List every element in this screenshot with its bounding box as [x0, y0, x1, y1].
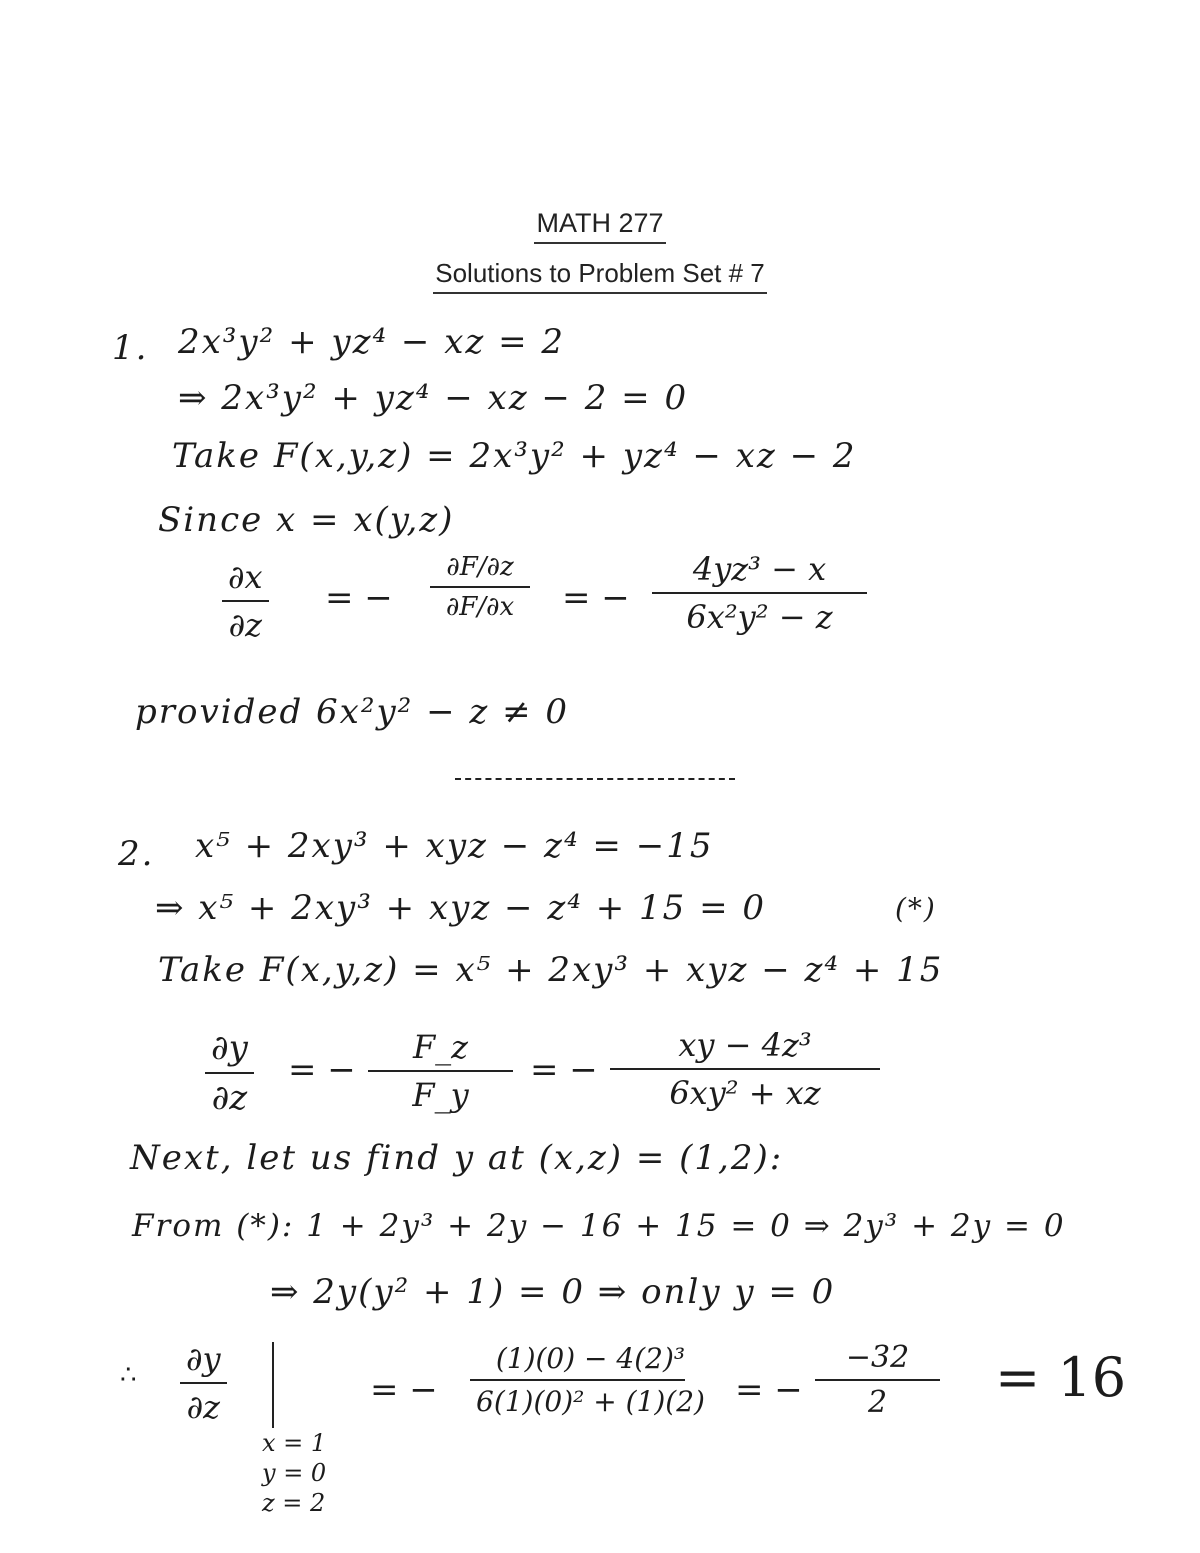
problem2-equals-2: = −	[530, 1050, 598, 1090]
problem2-final-mid-fraction	[470, 1342, 711, 1418]
problem2-rhs-fraction	[610, 1026, 880, 1112]
problem1-equals-1: = −	[325, 578, 393, 618]
problem2-final-rhs-denominator: 2	[867, 1385, 888, 1420]
problem1-mid-fraction	[430, 552, 530, 622]
problem1-lhs-numerator: ∂x	[228, 558, 263, 596]
document-title	[0, 258, 1200, 294]
section-divider	[455, 778, 735, 780]
problem2-lhs-numerator: ∂y	[211, 1028, 248, 1068]
course-title	[0, 208, 1200, 244]
problem2-rhs-denominator: 6xy² + xz	[669, 1074, 821, 1112]
course-title-text: MATH 277	[534, 208, 665, 244]
problem1-rhs-fraction	[652, 550, 867, 636]
problem2-lhs-denominator: ∂z	[211, 1078, 248, 1118]
problem2-equation-tag: (*)	[895, 892, 937, 925]
problem2-mid-denominator: F_y	[412, 1076, 469, 1114]
problem2-final-rhs-fraction	[815, 1340, 940, 1420]
problem1-since: Since x = x(y,z)	[158, 500, 455, 540]
problem2-final-lhs-numerator: ∂y	[186, 1340, 221, 1378]
problem2-factorization: ⇒ 2y(y² + 1) = 0 ⇒ only y = 0	[270, 1272, 836, 1312]
problem2-define-f: Take F(x,y,z) = x⁵ + 2xy³ + xyz − z⁴ + 15	[158, 950, 944, 990]
problem2-mid-numerator: F_z	[412, 1028, 469, 1066]
problem1-rhs-denominator: 6x²y² − z	[686, 598, 833, 636]
evaluation-point	[262, 1428, 326, 1518]
problem2-final-equals-2: = −	[735, 1370, 803, 1410]
problem2-next-step: Next, let us find y at (x,z) = (1,2):	[130, 1138, 784, 1178]
problem1-equals-2: = −	[562, 578, 630, 618]
problem1-number: 1.	[112, 328, 149, 368]
problem2-equals-1: = −	[288, 1050, 356, 1090]
problem2-result: = 16	[995, 1346, 1127, 1409]
problem2-final-rhs-numerator: −32	[845, 1340, 910, 1375]
problem1-lhs-fraction	[222, 558, 269, 644]
problem2-mid-fraction	[368, 1028, 513, 1114]
problem2-number: 2.	[118, 834, 155, 874]
problem2-lhs-fraction	[205, 1028, 254, 1118]
problem2-final-mid-denominator: 6(1)(0)² + (1)(2)	[476, 1385, 705, 1418]
therefore-symbol: ∴	[120, 1360, 137, 1390]
problem1-rearranged: ⇒ 2x³y² + yz⁴ − xz − 2 = 0	[178, 378, 689, 418]
problem2-final-lhs-denominator: ∂z	[186, 1388, 221, 1426]
problem1-mid-denominator: ∂F/∂x	[445, 592, 515, 622]
evaluation-x: x = 1	[262, 1429, 327, 1457]
problem2-substitution: From (*): 1 + 2y³ + 2y − 16 + 15 = 0 ⇒ 2y³ + 2y = 0	[132, 1208, 1066, 1244]
document-title-text: Solutions to Problem Set # 7	[433, 258, 767, 294]
evaluation-z: z = 2	[262, 1489, 326, 1517]
problem2-rhs-numerator: xy − 4z³	[678, 1026, 812, 1064]
problem1-rhs-numerator: 4yz³ − x	[692, 550, 827, 588]
problem1-mid-numerator: ∂F/∂z	[446, 552, 514, 582]
problem1-lhs-denominator: ∂z	[228, 606, 262, 644]
problem2-rearranged: ⇒ x⁵ + 2xy³ + xyz − z⁴ + 15 = 0	[155, 888, 766, 928]
problem2-equation: x⁵ + 2xy³ + xyz − z⁴ = −15	[195, 826, 714, 866]
problem2-final-lhs-fraction	[180, 1340, 227, 1426]
problem1-equation: 2x³y² + yz⁴ − xz = 2	[178, 322, 566, 362]
evaluation-bar	[272, 1342, 274, 1428]
problem1-define-f: Take F(x,y,z) = 2x³y² + yz⁴ − xz − 2	[172, 436, 857, 476]
problem1-proviso: provided 6x²y² − z ≠ 0	[135, 692, 570, 732]
problem2-final-equals-1: = −	[370, 1370, 438, 1410]
evaluation-y: y = 0	[262, 1459, 327, 1487]
problem2-final-mid-numerator: (1)(0) − 4(2)³	[495, 1342, 686, 1375]
